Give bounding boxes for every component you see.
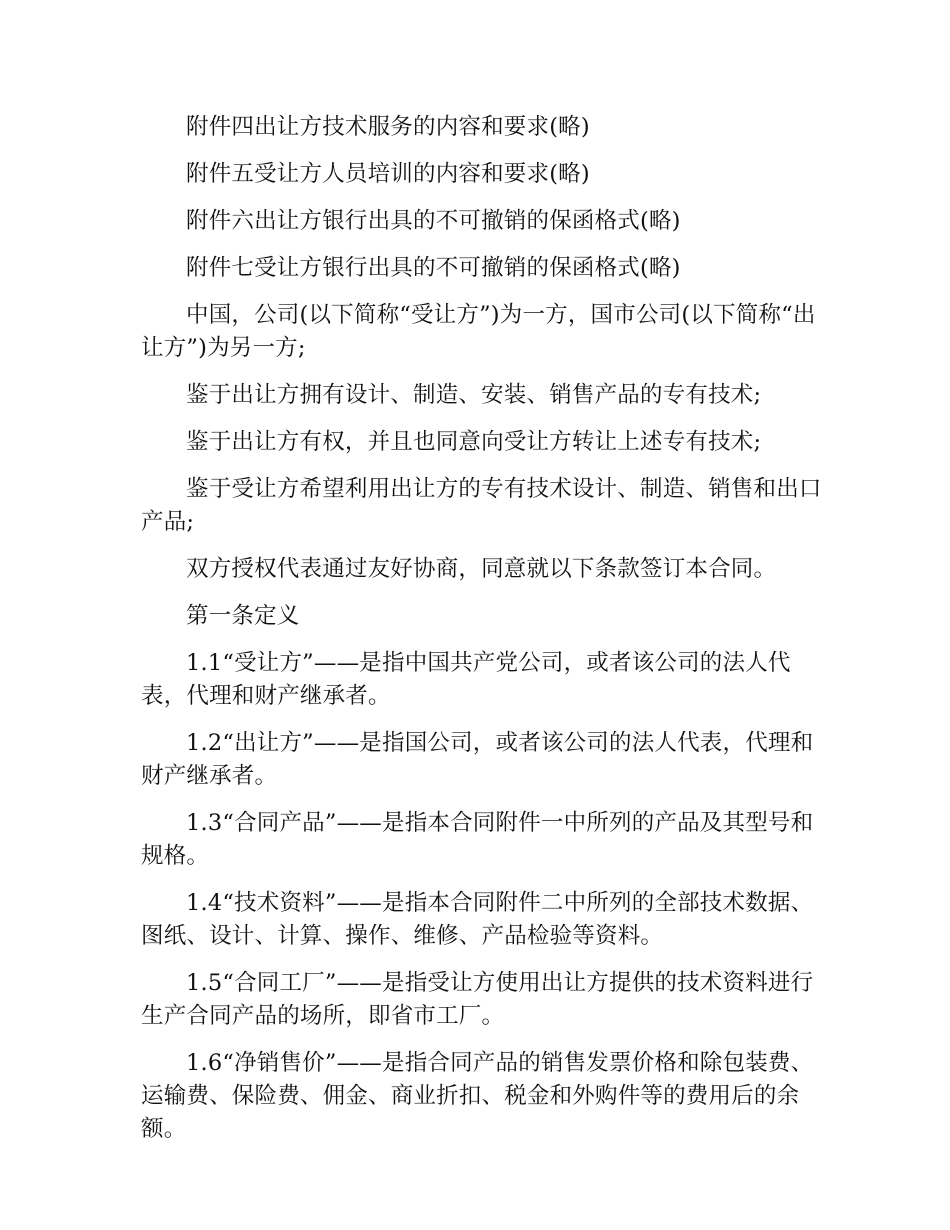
paragraph-annex-5: 附件五受让方人员培训的内容和要求(略): [186, 161, 590, 187]
article-1-heading: 第一条定义: [186, 603, 300, 629]
paragraph-whereas-1: 鉴于出让方拥有设计、制造、安装、销售产品的专有技术;: [186, 382, 762, 408]
paragraph-annex-4: 附件四出让方技术服务的内容和要求(略): [186, 114, 590, 140]
paragraph-whereas-2: 鉴于出让方有权，并且也同意向受让方转让上述专有技术;: [186, 429, 762, 455]
definition-1-3: 1.3“合同产品”——是指本合同附件一中所列的产品及其型号和规格。: [141, 810, 814, 869]
paragraph-agreement: 双方授权代表通过友好协商，同意就以下条款签订本合同。: [186, 556, 777, 582]
definition-1-4: 1.4“技术资料”——是指本合同附件二中所列的全部技术数据、图纸、设计、计算、操作、维修、产品检验等资料。: [141, 890, 814, 949]
paragraph-parties: 中国，公司(以下简称“受让方”)为一方，国市公司(以下简称“出让方”)为另一方;: [141, 302, 816, 361]
definition-1-5: 1.5“合同工厂”——是指受让方使用出让方提供的技术资料进行生产合同产品的场所，即省市工厂。: [141, 970, 814, 1029]
paragraph-whereas-3: 鉴于受让方希望利用出让方的专有技术设计、制造、销售和出口产品;: [141, 476, 822, 535]
definition-1-2: 1.2“出让方”——是指国公司，或者该公司的法人代表，代理和财产继承者。: [141, 730, 814, 789]
paragraph-annex-7: 附件七受让方银行出具的不可撤销的保函格式(略): [186, 255, 681, 281]
paragraph-annex-6: 附件六出让方银行出具的不可撤销的保函格式(略): [186, 208, 681, 234]
definition-1-6: 1.6“净销售价”——是指合同产品的销售发票价格和除包装费、运输费、保险费、佣金、商业折扣、税金和外购件等的费用后的余额。: [141, 1050, 814, 1142]
definition-1-1: 1.1“受让方”——是指中国共产党公司，或者该公司的法人代表，代理和财产继承者。: [141, 650, 791, 709]
